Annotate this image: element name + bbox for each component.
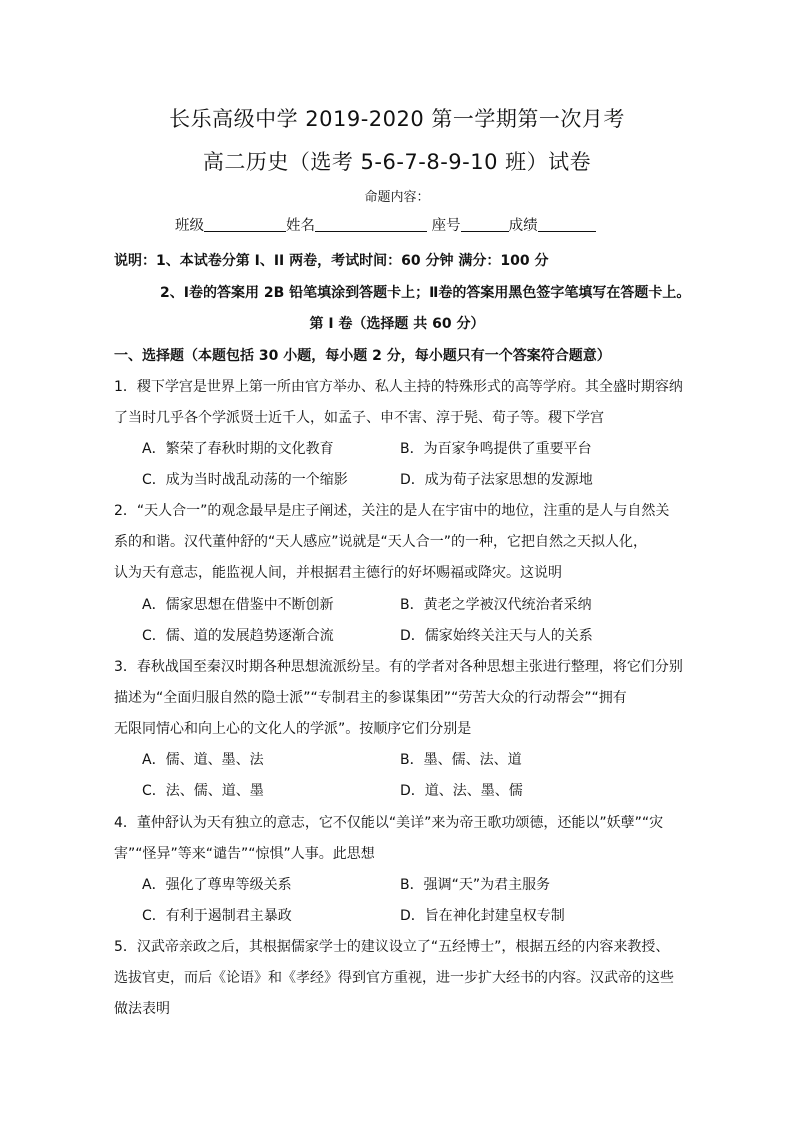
question-4-line-1: 4．董仲舒认为天有独立的意志，它不仅能以“美详”来为帝王歌功颂德，还能以”妖孽”“灾	[114, 815, 664, 831]
question-4-option-d[interactable]: D．旨在神化封建皇权专制	[400, 908, 565, 924]
question-2-line-2: 系的和谐。汉代董仲舒的“天人感应”说就是“天人合一”的一种，它把自然之天拟人化，	[114, 534, 648, 550]
question-4-option-c[interactable]: C．有利于遏制君主暴政	[142, 908, 292, 924]
question-2-line-3: 认为天有意志，能监视人间，并根据君主德行的好坏赐福或降灾。这说明	[114, 565, 562, 581]
question-5-line-1: 5．汉武帝亲政之后，其根据儒家学士的建议设立了“五经博士”，根据五经的内容来教授、	[114, 939, 670, 955]
question-1-option-a[interactable]: A．繁荣了春秋时期的文化教育	[142, 441, 334, 457]
question-3-line-3: 无限同情心和向上心的文化人的学派”。按顺序它们分别是	[114, 721, 472, 737]
question-2-option-c[interactable]: C．儒、道的发展趋势逐渐合流	[142, 628, 334, 644]
question-4-line-2: 害”“怪异”等来“谴告”“惊惧”人事。此思想	[114, 846, 375, 862]
question-2-option-d[interactable]: D．儒家始终关注天与人的关系	[400, 628, 593, 644]
question-2-option-b[interactable]: B．黄老之学被汉代统治者采纳	[400, 597, 592, 613]
question-3-option-a[interactable]: A．儒、道、墨、法	[142, 752, 264, 768]
question-2-option-a[interactable]: A．儒家思想在借鉴中不断创新	[142, 597, 334, 613]
name-label: 姓名	[286, 218, 315, 234]
question-4-option-b[interactable]: B．强调“天”为君主服务	[400, 877, 551, 893]
score-label: 成绩	[508, 218, 538, 234]
question-3-line-2: 描述为“全面归服自然的隐士派”“专制君主的参谋集团”“劳苦大众的行动帮会”“拥有	[114, 690, 627, 706]
instruction-line-1: 说明：1、本试卷分第 I、II 两卷，考试时间：60 分钟 满分：100 分	[114, 253, 549, 269]
question-3-option-b[interactable]: B．墨、儒、法、道	[400, 752, 522, 768]
question-4-option-a[interactable]: A．强化了尊卑等级关系	[142, 877, 292, 893]
question-5-line-2: 选拔官吏，而后《论语》和《孝经》得到官方重视，进一步扩大经书的内容。汉武帝的这些	[114, 970, 674, 986]
instruction-line-2: 2、Ⅰ卷的答案用 2B 铅笔填涂到答题卡上；Ⅱ卷的答案用黑色签字笔填写在答题卡上。	[160, 285, 691, 301]
class-blank[interactable]	[204, 217, 286, 232]
question-3-option-d[interactable]: D．道、法、墨、儒	[400, 783, 523, 799]
question-2-line-1: 2．“天人合一”的观念最早是庄子阐述，关注的是人在宇宙中的地位，注重的是人与自然关	[114, 503, 670, 519]
question-5-line-3: 做法表明	[114, 1001, 170, 1017]
name-blank[interactable]	[315, 217, 427, 232]
class-label: 班级	[175, 218, 204, 234]
question-3-option-c[interactable]: C．法、儒、道、墨	[142, 783, 264, 799]
seat-blank[interactable]	[461, 217, 509, 232]
content-label: 命题内容：	[364, 190, 430, 205]
student-info-fields	[175, 214, 596, 235]
question-1-line-2: 了当时几乎各个学派贤士近千人，如孟子、申不害、淳于髡、荀子等。稷下学宫	[114, 410, 604, 426]
question-1-line-1: 1．稷下学宫是世界上第一所由官方举办、私人主持的特殊形式的高等学府。其全盛时期容纳	[114, 379, 683, 395]
question-1-option-b[interactable]: B．为百家争鸣提供了重要平台	[400, 441, 592, 457]
score-blank[interactable]	[538, 217, 596, 232]
question-3-line-1: 3．春秋战国至秦汉时期各种思想流派纷呈。有的学者对各种思想主张进行整理，将它们分别	[114, 659, 683, 675]
section-heading: 一、选择题（本题包括 30 小题，每小题 2 分，每小题只有一个答案符合题意）	[114, 348, 611, 364]
question-1-option-c[interactable]: C．成为当时战乱动荡的一个缩影	[142, 472, 348, 488]
section-title: 第 I 卷（选择题 共 60 分）	[309, 316, 485, 332]
exam-subtitle: 高二历史（选考 5-6-7-8-9-10 班）试卷	[202, 150, 592, 174]
exam-title: 长乐高级中学 2019-2020 第一学期第一次月考	[169, 107, 625, 131]
question-1-option-d[interactable]: D．成为荀子法家思想的发源地	[400, 472, 593, 488]
seat-label: 座号	[431, 218, 461, 234]
